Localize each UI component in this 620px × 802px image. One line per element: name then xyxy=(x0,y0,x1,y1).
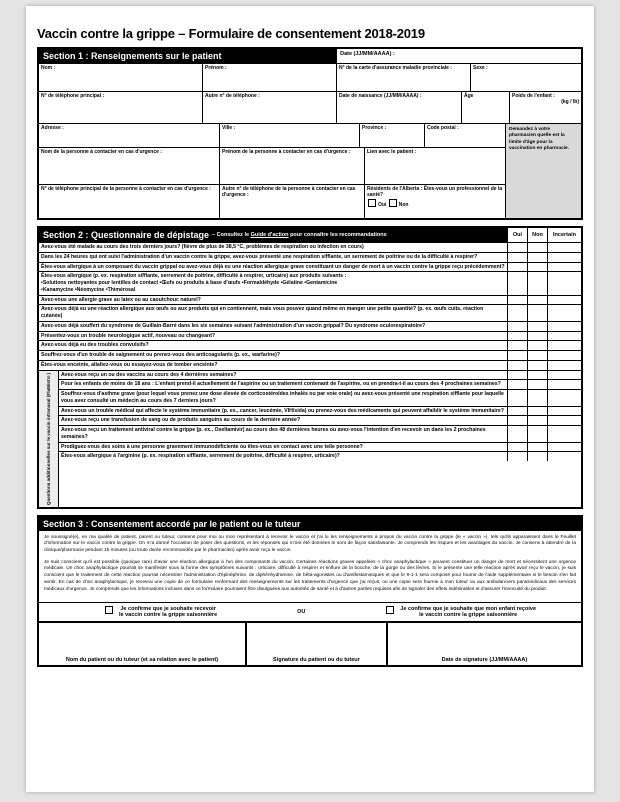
confirmation-checkbox-row xyxy=(39,602,581,621)
answer-oui-checkbox[interactable] xyxy=(507,263,527,272)
answer-non-checkbox[interactable] xyxy=(527,332,547,341)
question-text: Avez-vous reçu un traitement antiviral contre la grippe (p. ex., Oseltamivir) au cours des 48 dernières heures ou avez-vous l'intention d'en recevoir un dans les 2 prochaines semaines? xyxy=(61,427,486,440)
screening-question-row xyxy=(39,304,581,321)
consent-paragraph-2: Je suis conscient qu'il est possible (quoique rare) d'avoir une réaction allergique à l'un des composants du vaccin. Certaines réactions graves appelées « choc anaphylactique » peuvent constituer un danger de mort et nécessitent une urgence médicale. Un choc anaphylactique pourrait se manifester sous la forme des symptômes suivants : urticaire, difficulté à respirer et enflure de la bouche, de la gorge ou des lèvres. Si le présente une telle réaction après avoir reçu le vaccin, je suis conscient que le traitement de cette réaction pourrait nécessiter l'administration d'épinéphrine, de diphénhydramine, de bêta-agonistes ou d'antihistaminiques et que le 9-1-1 sera composé pour fournir de l'aide supplémentaire si le besoin s'en fait sentir. En cas de choc anaphylactique, je recevrai une copie de ce formulaire renfermant des renseignements sur les traitements d'urgence que j'ai reçus, ou une copie sera fournie à mon tuteur ou aux ambulanciers paramédicaux des services médicaux d'urgence. Je comprends que les informations incluses dans ce formulaire pourraient être divulguées aux autorités de santé et à d'autres parties requises afin de signaler des effets indésirables et d'assurer l'innocuité du produit. xyxy=(44,559,576,592)
question-text: Êtes-vous allergique à un composant du vaccin grippal ou avez-vous déjà eu une réaction allergique grave constituant un danger de mort à un vaccin contre la grippe reçu précédemment? xyxy=(41,263,505,270)
emergency-phone-row xyxy=(39,184,505,218)
flumist-side-label: Questions additionnelles sur le vaccin intranasal (FluMist®) xyxy=(45,372,51,505)
answer-oui-checkbox[interactable] xyxy=(507,332,527,341)
answer-incertain-checkbox[interactable] xyxy=(547,443,581,452)
answer-non-checkbox[interactable] xyxy=(527,390,547,406)
answer-non-checkbox[interactable] xyxy=(527,272,547,294)
relationship-field[interactable]: Lien avec le patient : xyxy=(364,148,505,184)
answer-non-checkbox[interactable] xyxy=(527,253,547,262)
answer-oui-checkbox[interactable] xyxy=(507,443,527,452)
emergency-last-name-field[interactable]: Nom de la personne à contacter en cas d'urgence : xyxy=(41,149,162,155)
answer-incertain-checkbox[interactable] xyxy=(547,341,581,350)
question-text: Avez-vous un trouble médical qui affecte le système immunitaire (p. ex., cancer, leucémie, VIH/sida) ou prenez-vous des médicaments qui peuvent affaiblir le système immunitaire? xyxy=(61,407,504,414)
screening-question-row xyxy=(39,252,581,262)
answer-oui-checkbox[interactable] xyxy=(507,380,527,389)
flumist-question-row xyxy=(59,415,581,425)
answer-incertain-checkbox[interactable] xyxy=(547,253,581,262)
answer-non-checkbox[interactable] xyxy=(527,341,547,350)
last-name-field[interactable]: Nom : xyxy=(41,65,56,71)
answer-oui-checkbox[interactable] xyxy=(507,305,527,321)
child-weight-unit: (kg / lb) xyxy=(561,99,579,106)
column-header-non: Non xyxy=(527,228,547,242)
answer-non-checkbox[interactable] xyxy=(527,416,547,425)
age-field[interactable]: Âge xyxy=(461,92,509,123)
patient-phone-row xyxy=(39,91,581,123)
answer-non-checkbox[interactable] xyxy=(527,351,547,360)
address-row xyxy=(39,124,505,147)
consent-paragraph-1: Je soussigné(e), en ma qualité de patient, parent ou tuteur, consens pour moi ou mon représentant à recevoir le vaccin et j'ai lu les renseignements à propos du vaccin contre la grippe (le « vaccin »), tels qu'ils apparaissent dans le Feuillet d'information sur le vaccin contre la grippe. On m'a donné l'occasion de poser des questions, et les réponses qui m'ont été données le sont de façon satisfaisante. Je comprends les risques et les avantages du vaccin. Je consens à attendre de la clinique/pharmacie pendant 15 minutes (ou toute durée recommandée par le pharmacien) après avoir reçu le vaccin. xyxy=(44,534,576,554)
flumist-question-row xyxy=(59,406,581,416)
answer-oui-checkbox[interactable] xyxy=(507,361,527,370)
province-field[interactable]: Province : xyxy=(359,124,424,147)
answer-non-checkbox[interactable] xyxy=(527,371,547,380)
child-consent-label: Je confirme que je souhaite que mon enfant reçoive le vaccin contre la grippe saisonnière xyxy=(400,606,536,619)
form-title: Vaccin contre la grippe – Formulaire de consentement 2018-2019 xyxy=(37,26,425,41)
flumist-question-row xyxy=(59,371,581,380)
answer-incertain-checkbox[interactable] xyxy=(547,452,581,461)
answer-oui-checkbox[interactable] xyxy=(507,390,527,406)
section3-header: Section 3 : Consentement accordé par le patient ou le tuteur xyxy=(39,517,581,531)
patient-name-row xyxy=(39,63,581,91)
consent-text xyxy=(39,531,581,603)
answer-oui-checkbox[interactable] xyxy=(507,371,527,380)
answer-incertain-checkbox[interactable] xyxy=(547,296,581,305)
answer-non-checkbox[interactable] xyxy=(527,380,547,389)
answer-non-checkbox[interactable] xyxy=(527,305,547,321)
main-phone-field[interactable]: N° de téléphone principal : xyxy=(41,93,105,99)
health-card-field[interactable]: N° de la carte d'assurance maladie provinciale : xyxy=(336,64,470,91)
answer-oui-checkbox[interactable] xyxy=(507,416,527,425)
question-text: Souffrez-vous d'asthme grave (pour lequel vous prenez une dose élevée de corticostéroïdes inhalés ou par voie orale) ou avez-vous présenté une respiration sifflante pour laquelle vous avez consulté un médecin au cours des 7 derniers jours? xyxy=(61,391,504,404)
screening-question-row xyxy=(39,350,581,360)
question-text: Avez-vous déjà eu des troubles convulsifs? xyxy=(41,342,149,349)
answer-oui-checkbox[interactable] xyxy=(507,351,527,360)
question-text: Présentez-vous un trouble neurologique actif, nouveau ou changeant? xyxy=(41,332,216,339)
answer-oui-checkbox[interactable] xyxy=(507,296,527,305)
emergency-first-name-field[interactable]: Prénom de la personne à contacter en cas d'urgence : xyxy=(219,148,364,184)
or-label: OU xyxy=(297,609,306,616)
answer-incertain-checkbox[interactable] xyxy=(547,322,581,331)
patient-name-signature-field[interactable]: Nom du patient ou du tuteur (et sa relation avec le patient) xyxy=(65,657,219,664)
answer-oui-checkbox[interactable] xyxy=(507,272,527,294)
answer-non-checkbox[interactable] xyxy=(527,322,547,331)
action-guide-link[interactable]: Guide d'action xyxy=(250,232,289,238)
answer-incertain-checkbox[interactable] xyxy=(547,263,581,272)
alberta-professional-field xyxy=(364,185,505,218)
answer-oui-checkbox[interactable] xyxy=(507,452,527,461)
answer-incertain-checkbox[interactable] xyxy=(547,407,581,416)
answer-oui-checkbox[interactable] xyxy=(507,341,527,350)
question-text: Dans les 24 heures qui ont suivi l'administration d'un vaccin contre la grippe, avez-vous présenté une respiration sifflante, un serrement de poitrine ou de la difficulté à respirer? xyxy=(41,253,478,260)
pharmacy-note-box xyxy=(505,124,581,218)
self-consent-label: Je confirme que je souhaite recevoir le vaccin contre la grippe saisonnière xyxy=(119,606,218,619)
question-text: Avez-vous été malade au cours des trois derniers jours? (fièvre de plus de 38,5 °C, problèmes de respiration ou infection en cours) xyxy=(41,244,364,250)
sex-field[interactable]: Sexe : xyxy=(470,64,581,91)
answer-incertain-checkbox[interactable] xyxy=(547,371,581,380)
answer-non-checkbox[interactable] xyxy=(527,243,547,252)
screening-question-row xyxy=(39,271,581,294)
general-questions xyxy=(39,242,581,370)
child-weight-label: Poids de l'enfant : xyxy=(512,93,555,99)
date-field[interactable] xyxy=(337,49,581,63)
alberta-no-option[interactable]: Non xyxy=(388,202,409,208)
flumist-question-block xyxy=(39,370,581,507)
date-label: Date (JJ/MM/AAAA) : xyxy=(340,51,395,57)
screening-question-row xyxy=(39,295,581,305)
question-text: Êtes-vous enceinte, allaitez-vous ou essayez-vous de tomber enceinte? xyxy=(41,361,218,368)
checkbox-icon[interactable] xyxy=(105,606,113,614)
flumist-side-label-cell xyxy=(39,371,59,507)
other-phone-field[interactable]: Autre n° de téléphone : xyxy=(202,92,336,123)
answer-incertain-checkbox[interactable] xyxy=(547,380,581,389)
answer-incertain-checkbox[interactable] xyxy=(547,332,581,341)
emergency-contact-row xyxy=(39,147,505,184)
section2-subtitle: – Consultez le Guide d'action pour connaître les recommandations xyxy=(212,232,387,238)
flumist-question-row xyxy=(59,425,581,442)
screening-question-row xyxy=(39,262,581,272)
answer-non-checkbox[interactable] xyxy=(527,361,547,370)
answer-incertain-checkbox[interactable] xyxy=(547,426,581,442)
question-text: Êtes-vous allergique à l'arginine (p. ex. respiration sifflante, serrement de poitrine, difficulté à respirer, urticaire)? xyxy=(61,453,340,460)
answer-incertain-checkbox[interactable] xyxy=(547,361,581,370)
answer-oui-checkbox[interactable] xyxy=(507,322,527,331)
emergency-main-phone-field[interactable]: N° de téléphone principal de la personne à contacter en cas d'urgence : xyxy=(41,186,211,192)
answer-non-checkbox[interactable] xyxy=(527,407,547,416)
emergency-other-phone-field[interactable]: Autre n° de téléphone de la personne à contacter en cas d'urgence : xyxy=(219,185,364,218)
answer-non-checkbox[interactable] xyxy=(527,426,547,442)
consent-form-page xyxy=(26,6,594,792)
alberta-question-label: Résidents de l'Alberta : Êtes-vous un professionnel de la santé? xyxy=(367,186,503,199)
signature-row xyxy=(39,621,581,665)
answer-non-checkbox[interactable] xyxy=(527,296,547,305)
alberta-yes-option[interactable]: Oui xyxy=(367,202,386,208)
city-field[interactable]: Ville : xyxy=(219,124,359,147)
section2-table xyxy=(37,226,583,509)
self-consent-option[interactable] xyxy=(104,606,217,618)
answer-oui-checkbox[interactable] xyxy=(507,407,527,416)
address-field[interactable]: Adresse : xyxy=(41,125,64,131)
answer-non-checkbox[interactable] xyxy=(527,443,547,452)
child-weight-field[interactable] xyxy=(509,92,581,123)
section1-table xyxy=(37,47,583,220)
answer-non-checkbox[interactable] xyxy=(527,452,547,461)
pharmacy-note-text: Demandez à votre pharmacien quelle est la limite d'âge pour la vaccination en pharmacie. xyxy=(509,127,569,152)
question-text: Avez-vous reçu un ou des vaccins au cours des 4 dernières semaines? xyxy=(61,371,237,378)
question-text: Avez-vous déjà souffert du syndrome de Guillain-Barré dans les six semaines suivant l'administration d'un vaccin grippal? Du syndrome oculorespiratoire? xyxy=(41,322,426,329)
answer-incertain-checkbox[interactable] xyxy=(547,243,581,252)
answer-incertain-checkbox[interactable] xyxy=(547,416,581,425)
checkbox-icon[interactable] xyxy=(386,606,394,614)
checkbox-icon[interactable] xyxy=(368,199,376,207)
question-text: Avez-vous déjà eu une réaction allergique aux œufs ou aux produits qui en contiennent, mais vous pouvez quand même en manger une petite quantité? (p. ex. œufs cuits, réaction cutanée) xyxy=(41,306,484,319)
answer-incertain-checkbox[interactable] xyxy=(547,390,581,406)
question-text: Êtes-vous allergique (p. ex. respiration sifflante, serrement de poitrine, difficulté à respirer, urticaire) aux produits suivants : •Solutions nettoyantes pour lentilles de contact •Œufs ou produits à base d'œufs •Formaldéhyde •Gélatine •Gentamicine •Kanamycine •Néomycine •Thimérosal xyxy=(41,273,347,293)
flumist-question-row xyxy=(59,451,581,461)
section1-lower-group xyxy=(39,123,581,218)
answer-oui-checkbox[interactable] xyxy=(507,243,527,252)
question-text: Souffrez-vous d'un trouble de saignement ou prenez-vous des anticoagulants (p. ex., warfarine)? xyxy=(41,352,281,358)
answer-oui-checkbox[interactable] xyxy=(507,426,527,442)
screening-question-row xyxy=(39,340,581,350)
screening-question-row xyxy=(39,321,581,331)
section2-header xyxy=(39,228,507,242)
checkbox-icon[interactable] xyxy=(389,199,397,207)
flumist-question-row xyxy=(59,379,581,389)
answer-non-checkbox[interactable] xyxy=(527,263,547,272)
postal-code-field[interactable]: Code postal : xyxy=(424,124,505,147)
answer-incertain-checkbox[interactable] xyxy=(547,272,581,294)
child-consent-option[interactable] xyxy=(385,606,536,618)
answer-incertain-checkbox[interactable] xyxy=(547,305,581,321)
question-text: Avez-vous reçu une transfusion de sang ou de produits sanguins au cours de la dernière année? xyxy=(61,417,301,424)
screening-question-row xyxy=(39,360,581,370)
section2-header-row xyxy=(39,228,581,242)
flumist-question-row xyxy=(59,389,581,406)
first-name-field[interactable]: Prénom : xyxy=(202,64,336,91)
question-text: Prodiguez-vous des soins à une personne gravement immunodéficiente ou êtes-vous en contact avec une telle personne? xyxy=(61,443,363,450)
signature-field[interactable]: Signature du patient ou du tuteur xyxy=(245,623,386,665)
answer-incertain-checkbox[interactable] xyxy=(547,351,581,360)
question-text: Pour les enfants de moins de 18 ans : L'enfant prend-il actuellement de l'aspirine ou un traitement contenant de l'aspirine, ou en prendra-t-il au cours des 4 prochaines semaines? xyxy=(61,381,501,388)
column-header-incertain: Incertain xyxy=(547,228,581,242)
section2-title: Section 2 : Questionnaire de dépistage xyxy=(43,230,210,240)
screening-question-row xyxy=(39,331,581,341)
signature-date-field[interactable]: Date de signature (JJ/MM/AAAA) xyxy=(386,623,581,665)
section1-header-row xyxy=(39,49,581,63)
answer-oui-checkbox[interactable] xyxy=(507,253,527,262)
flumist-question-row xyxy=(59,442,581,452)
flumist-questions xyxy=(59,371,581,507)
column-header-oui: Oui xyxy=(507,228,527,242)
question-text: Avez-vous une allergie grave au latex ou au caoutchouc naturel? xyxy=(41,296,201,303)
section3-table xyxy=(37,515,583,668)
birthdate-field[interactable]: Date de naissance (JJ/MM/AAAA) : xyxy=(336,92,461,123)
section1-header: Section 1 : Renseignements sur le patient xyxy=(39,49,337,63)
screening-question-row xyxy=(39,242,581,252)
